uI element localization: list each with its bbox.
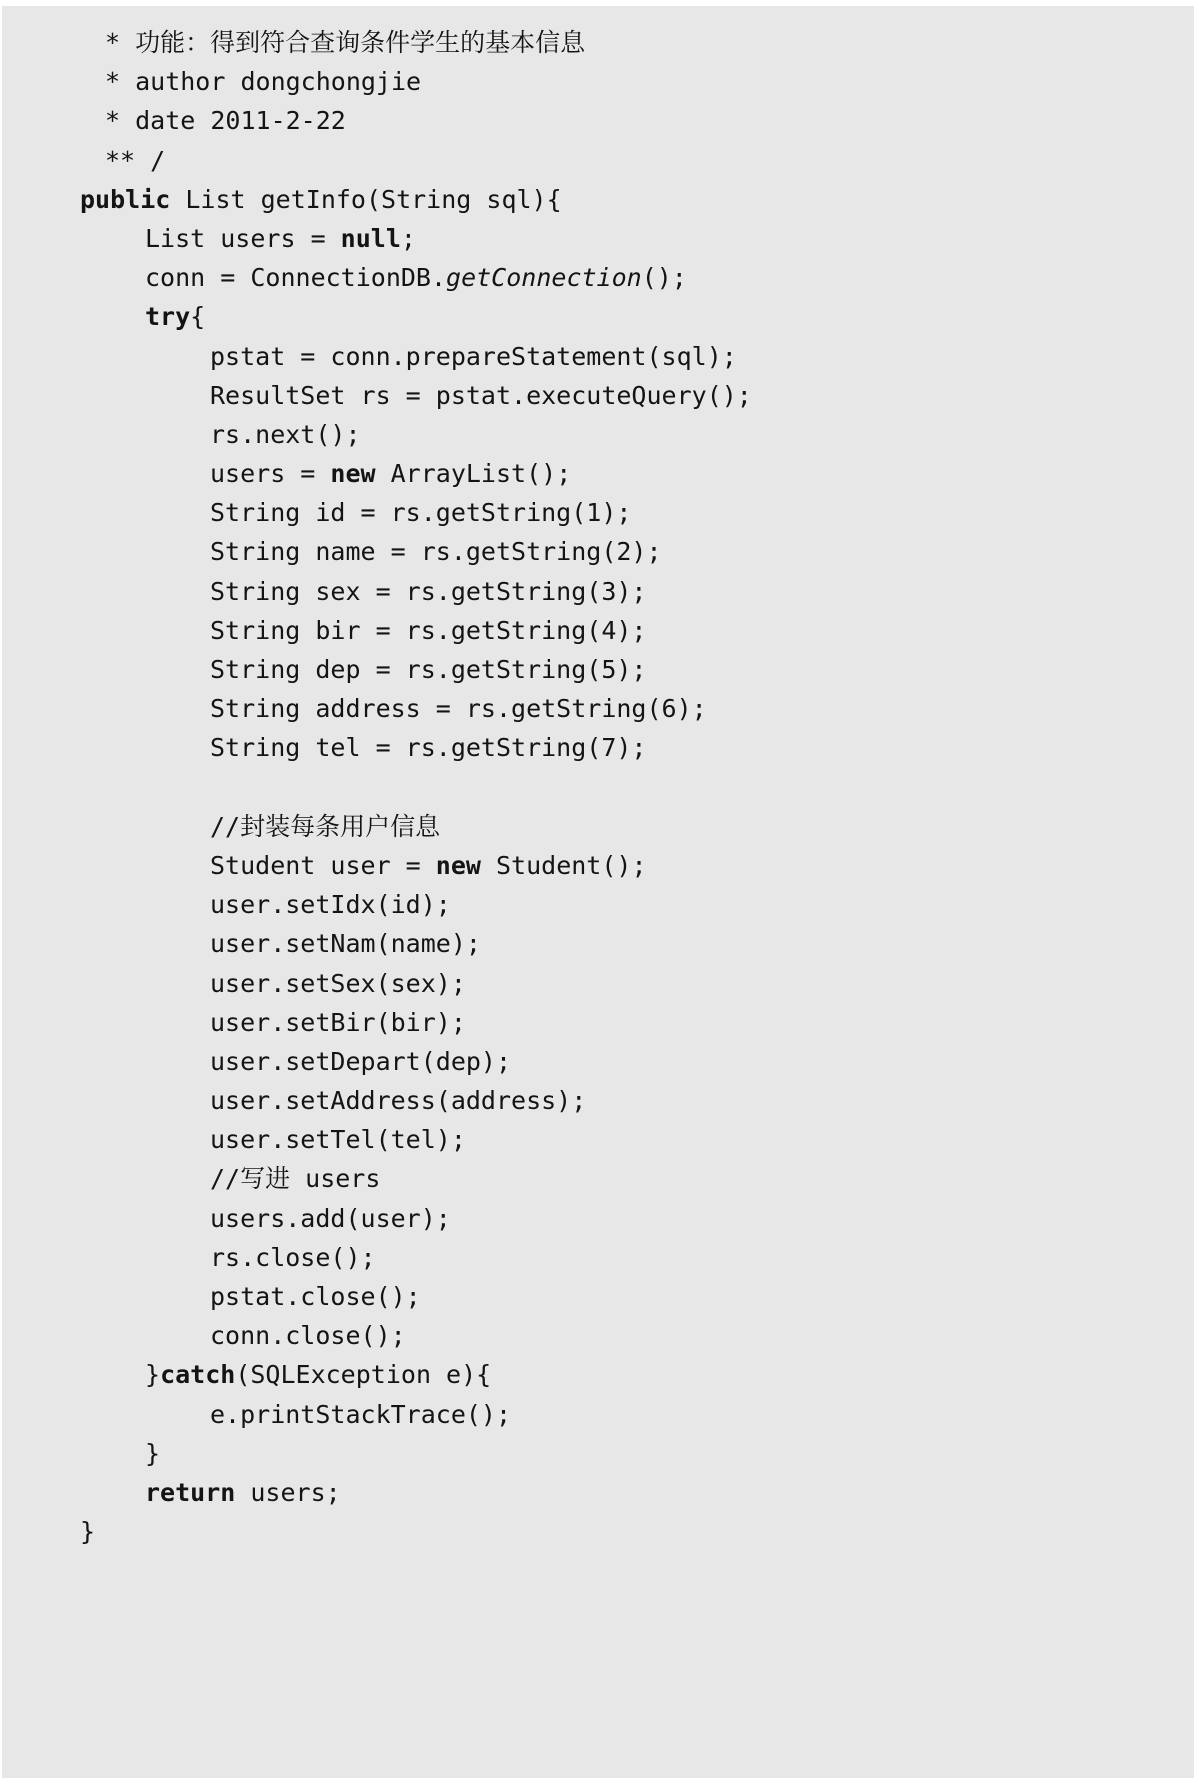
code-text: pstat = conn.prepareStatement(sql); [210, 341, 737, 371]
code-text: } [145, 1438, 161, 1468]
code-text: rs.next(); [210, 419, 361, 449]
code-text: String sex = rs.getString(3); [210, 576, 647, 606]
code-text: ResultSet rs = pstat.executeQuery(); [210, 380, 752, 410]
code-text: user.setDepart(dep); [210, 1046, 512, 1076]
code-line [80, 454, 1194, 493]
code-text: //封装每条用户信息 [210, 811, 441, 841]
code-text: ; [400, 223, 416, 253]
code-line [80, 1003, 1194, 1042]
code-keyword: null [340, 223, 401, 253]
code-keyword: try [145, 302, 191, 332]
code-line [80, 258, 1194, 297]
code-line [80, 1199, 1194, 1238]
code-text: } [80, 1517, 96, 1547]
code-text: * date 2011-2-22 [105, 106, 346, 136]
code-keyword: public [80, 184, 171, 214]
code-line [80, 728, 1194, 767]
code-line [80, 689, 1194, 728]
code-line [80, 101, 1194, 140]
code-text: users; [235, 1477, 341, 1507]
code-line [80, 1277, 1194, 1316]
code-line [80, 1159, 1194, 1198]
code-line [80, 846, 1194, 885]
code-keyword: new [435, 850, 481, 880]
code-line [80, 1042, 1194, 1081]
code-line [80, 1473, 1194, 1512]
code-text: user.setBir(bir); [210, 1007, 466, 1037]
code-text: user.setNam(name); [210, 929, 481, 959]
code-line [80, 376, 1194, 415]
code-line [80, 1238, 1194, 1277]
code-line [80, 23, 1194, 62]
code-line [80, 650, 1194, 689]
code-line [80, 1316, 1194, 1355]
code-line [80, 885, 1194, 924]
code-text: pstat.close(); [210, 1282, 421, 1311]
code-panel [2, 6, 1194, 1778]
code-line [80, 572, 1194, 611]
code-text: users.add(user); [210, 1203, 451, 1233]
code-text: String tel = rs.getString(7); [210, 733, 647, 763]
code-line [80, 219, 1194, 258]
code-line [80, 924, 1194, 963]
code-keyword: catch [160, 1360, 236, 1390]
code-text: ArrayList(); [375, 459, 572, 489]
code-text: List getInfo(String sql){ [170, 184, 562, 214]
code-line [80, 1395, 1194, 1434]
code-text: (); [641, 263, 687, 293]
code-line [80, 297, 1194, 336]
code-line [80, 141, 1194, 180]
code-text: user.setTel(tel); [210, 1125, 466, 1155]
code-text: user.setIdx(id); [210, 890, 451, 920]
code-line [80, 1355, 1194, 1394]
code-text: (SQLException e){ [235, 1360, 492, 1390]
code-text: { [190, 302, 206, 332]
code-text: Student user = [210, 850, 436, 880]
code-text: } [145, 1360, 161, 1390]
code-line [80, 337, 1194, 376]
code-line [80, 1434, 1194, 1473]
code-line [80, 180, 1194, 219]
code-block [2, 6, 1194, 1551]
code-text: user.setSex(sex); [210, 968, 466, 998]
code-text: ** / [105, 145, 166, 175]
code-text: String id = rs.getString(1); [210, 498, 632, 528]
code-text: * 功能：得到符合查询条件学生的基本信息 [105, 28, 586, 57]
code-text: String name = rs.getString(2); [210, 537, 662, 567]
code-text: * author dongchongjie [105, 67, 422, 97]
code-text: String address = rs.getString(6); [210, 694, 707, 724]
code-blank-line [80, 768, 1194, 807]
code-line [80, 807, 1194, 846]
code-text: //写进 users [210, 1164, 381, 1194]
code-text: conn = ConnectionDB. [145, 263, 447, 293]
code-line [80, 532, 1194, 571]
code-text: user.setAddress(address); [210, 1086, 587, 1116]
code-text: Student(); [480, 850, 647, 880]
code-keyword: new [330, 459, 376, 489]
code-line [80, 415, 1194, 454]
code-keyword: return [145, 1477, 236, 1507]
code-line [80, 493, 1194, 532]
code-text: String dep = rs.getString(5); [210, 655, 647, 684]
code-text: users = [210, 459, 331, 489]
code-line [80, 611, 1194, 650]
code-text: rs.close(); [210, 1242, 376, 1272]
code-line [80, 1120, 1194, 1159]
code-italic-identifier: getConnection [446, 263, 642, 293]
code-line [80, 964, 1194, 1003]
code-line [80, 1081, 1194, 1120]
code-line [80, 1512, 1194, 1551]
code-text: conn.close(); [210, 1321, 406, 1351]
code-text: String bir = rs.getString(4); [210, 615, 647, 645]
code-line [80, 62, 1194, 101]
code-text: List users = [145, 223, 341, 253]
code-text: e.printStackTrace(); [210, 1399, 512, 1429]
